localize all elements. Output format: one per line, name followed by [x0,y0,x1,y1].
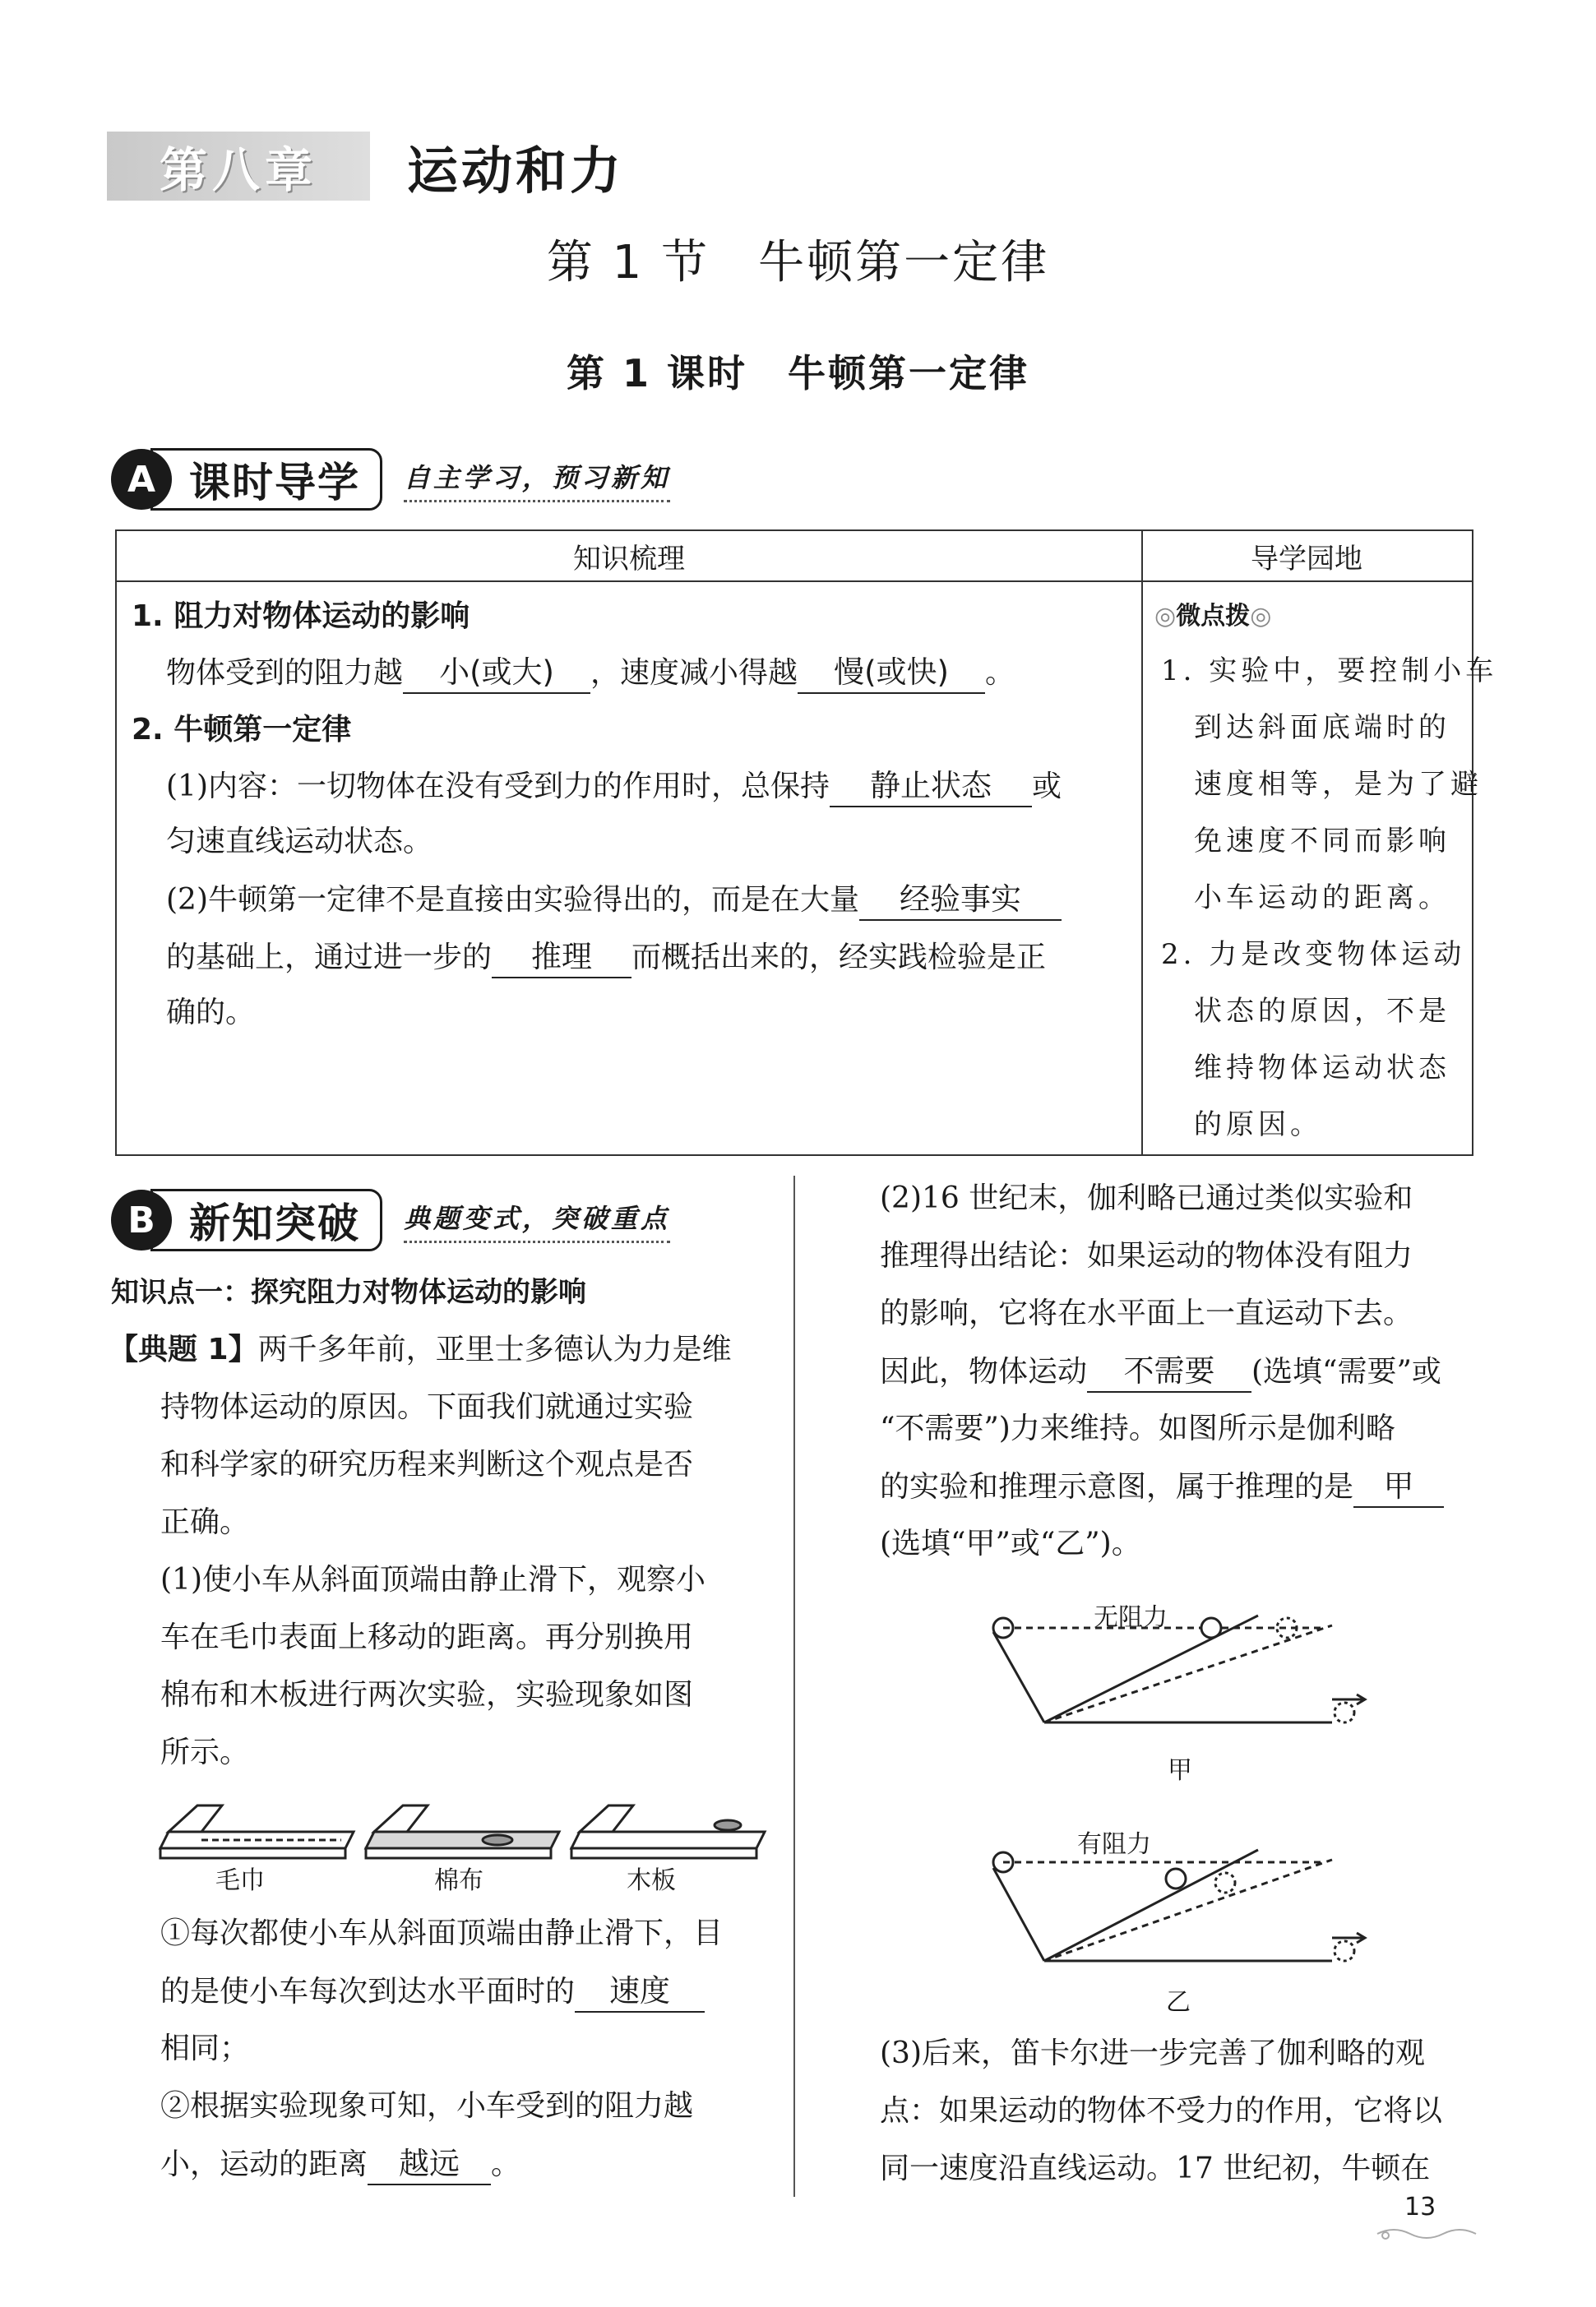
example-line: (1)使小车从斜面顶端由静止滑下，观察小 [160,1563,705,1597]
section-b-slogan: 典题变式，突破重点 [404,1198,670,1243]
example-line: 棉布和木板进行两次实验，实验现象如图 [160,1678,694,1712]
section-b-letter: B [111,1190,172,1251]
towel-ramp [160,1805,354,1858]
right-bottom-line: 同一速度沿直线运动。17 世纪初，牛顿在 [880,2152,1431,2185]
page-ornament-icon [1373,2224,1488,2244]
section-a-slogan: 自主学习，预习新知 [404,457,670,502]
table-column-divider [1141,531,1143,1154]
item2-p2: (2)牛顿第一定律不是直接由实验得出的，而是在大量 经验事实 [166,880,1062,921]
example-line: 车在毛巾表面上移动的距离。再分别换用 [160,1620,694,1654]
example-line: 正确。 [160,1505,250,1539]
galileo-diagram-yi [978,1817,1373,1973]
item2-p2-end: 确的。 [166,996,256,1029]
cotton-ramp [366,1805,559,1858]
item1-blank1: 小(或大) [403,653,590,694]
right-bottom-line: (3)后来，笛卡尔进一步完善了伽利略的观 [880,2037,1425,2070]
tip-line: 2. 力是改变物体运动 [1161,938,1466,971]
table-header-knowledge: 知识梳理 [117,531,1141,582]
q1-blank-speed: 速度 [575,1972,705,2013]
r4-blank-not-needed: 不需要 [1087,1352,1251,1393]
q2-blank-farther: 越远 [368,2144,491,2185]
item2-title: 2. 牛顿第一定律 [132,713,352,747]
q2-line: 小，运动的距离 越远 。 [160,2144,520,2185]
right-line: (2)16 世纪末，伽利略已通过类似实验和 [880,1181,1413,1215]
tip-line: 的原因。 [1194,1108,1322,1141]
item2-p2-cont: 的基础上，通过进一步的 推理 而概括出来的，经实践检验是正 [166,937,1046,978]
item1-blank2: 慢(或快) [798,653,985,694]
tip-line: 小车运动的距离。 [1194,881,1450,914]
galileo-diagram-jia [978,1591,1373,1739]
q1-line: 的是使小车每次到达水平面时的 速度 [160,1972,705,2013]
q1-line: 相同； [160,2032,250,2065]
lesson-title: 第 1 课时 牛顿第一定律 [566,351,1030,395]
tip-line: 速度相等，是为了避 [1194,768,1483,801]
surface-label-board: 木板 [627,1866,676,1895]
item2-p1-cont: 匀速直线运动状态。 [166,825,433,858]
tip-line: 1. 实验中，要控制小车 [1161,654,1498,687]
knowledge-table [115,529,1498,1156]
section-b-banner [111,1188,670,1252]
column-divider [793,1176,795,2197]
right-line: “不需要”)力来维持。如图所示是伽利略 [880,1412,1395,1445]
tip-line: 状态的原因，不是 [1194,995,1450,1028]
tip-line: 到达斜面底端时的 [1194,711,1450,744]
diagram-yi-caption: 乙 [1166,1988,1191,2017]
item1-text: 物体受到的阻力越 小(或大) ，速度减小得越 慢(或快) 。 [166,653,1015,694]
item2-p1: (1)内容：一切物体在没有受到力的作用时，总保持 静止状态 或 [166,766,1062,807]
right-line: 推理得出结论：如果运动的物体没有阻力 [880,1239,1413,1273]
tip-dot-icon: ◎ [1250,602,1272,631]
surface-label-towel: 毛巾 [215,1866,265,1895]
knowledge-point-title: 知识点一：探究阻力对物体运动的影响 [111,1276,586,1309]
section-a-title: 课时导学 [150,448,382,511]
right-line: 的影响，它将在水平面上一直运动下去。 [880,1297,1413,1330]
right-line: 的实验和推理示意图，属于推理的是 甲 [880,1467,1444,1508]
example-line: 和科学家的研究历程来判断这个观点是否 [160,1448,694,1482]
section-a-banner [111,447,670,511]
chapter-tag: 第八章 [107,132,370,201]
page-number: 13 [1404,2193,1436,2221]
example-line: 【典题 1】两千多年前，亚里士多德认为力是维 [109,1333,732,1366]
tip-line: 免速度不同而影响 [1194,825,1450,858]
section-title: 第 1 节 牛顿第一定律 [546,236,1050,289]
surface-label-cotton: 棉布 [434,1866,483,1895]
section-a-letter: A [111,449,172,510]
item1-title: 1. 阻力对物体运动的影响 [132,599,470,633]
item2-blank-reasoning: 推理 [492,937,631,978]
example-line: 持物体运动的原因。下面我们就通过实验 [160,1390,694,1424]
example-label: 【典题 1】 [109,1333,258,1366]
q2-line: ②根据实验现象可知，小车受到的阻力越 [160,2089,694,2123]
right-bottom-line: 点：如果运动的物体不受力的作用，它将以 [880,2094,1443,2128]
tip-line: 维持物体运动状态 [1194,1052,1450,1084]
board-ramp [571,1805,765,1858]
example-line: 所示。 [160,1736,250,1769]
item2-blank-static-state: 静止状态 [830,766,1032,807]
item2-blank-facts: 经验事实 [859,880,1062,921]
tip-dot-icon: ◎ [1154,602,1177,631]
q1-line: ①每次都使小车从斜面顶端由静止滑下，目 [160,1916,724,1950]
diagram-jia-caption: 甲 [1168,1756,1192,1785]
section-b-title: 新知突破 [150,1189,382,1251]
r6-blank-jia: 甲 [1353,1467,1444,1508]
tip-label: ◎微点拨◎ [1154,602,1272,631]
diagram-yi-label: 有阻力 [1077,1830,1151,1859]
chapter-title: 运动和力 [407,141,625,201]
right-line: (选填“甲”或“乙”)。 [880,1527,1141,1560]
diagram-jia-label: 无阻力 [1094,1603,1168,1632]
table-header-guide: 导学园地 [1141,531,1472,582]
right-line: 因此，物体运动 不需要 (选填“需要”或 [880,1352,1441,1393]
